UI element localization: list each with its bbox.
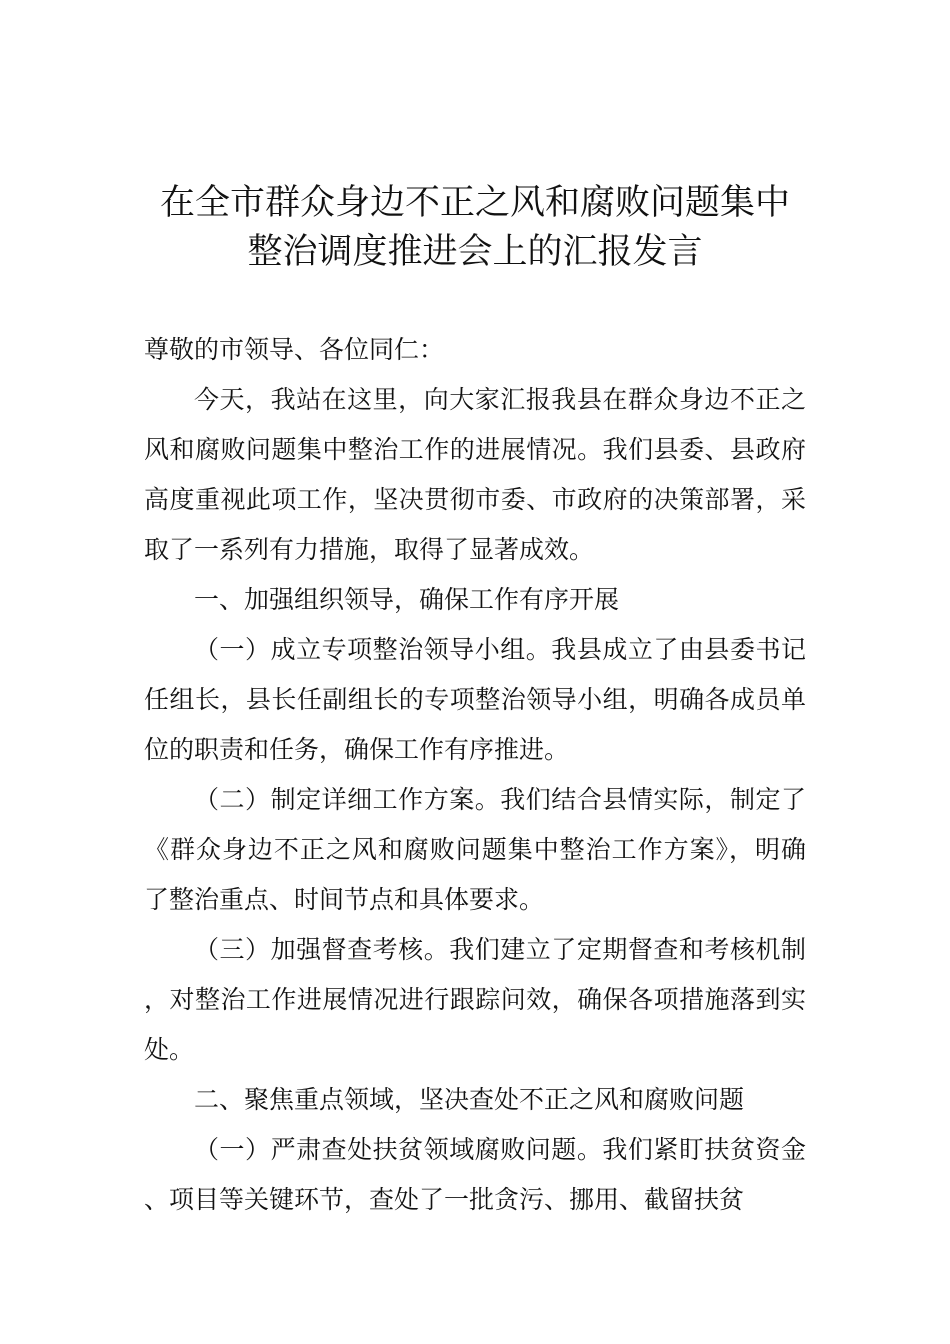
document-title-line-2: 整治调度推进会上的汇报发言 xyxy=(247,232,703,272)
document-title-line-1: 在全市群众身边不正之风和腐败问题集中 xyxy=(159,183,790,223)
document-body xyxy=(144,325,806,1225)
section-2-heading: 二、聚焦重点领域，坚决查处不正之风和腐败问题 xyxy=(194,1085,745,1114)
section-1-item-3: （三）加强督查考核。我们建立了定期督查和考核机制，对整治工作进展情况进行跟踪问效，确保各项措施落到实处。 xyxy=(144,935,806,1064)
section-1-item-2: （二）制定详细工作方案。我们结合县情实际，制定了《群众身边不正之风和腐败问题集中整治工作方案》，明确了整治重点、时间节点和具体要求。 xyxy=(144,785,806,914)
section-1-item-1: （一）成立专项整治领导小组。我县成立了由县委书记任组长，县长任副组长的专项整治领导小组，明确各成员单位的职责和任务，确保工作有序推进。 xyxy=(144,635,806,764)
section-2-item-1: （一）严肃查处扶贫领域腐败问题。我们紧盯扶贫资金、项目等关键环节，查处了一批贪污、挪用、截留扶贫 xyxy=(144,1135,806,1214)
section-1-heading: 一、加强组织领导，确保工作有序开展 xyxy=(194,585,620,614)
salutation: 尊敬的市领导、各位同仁： xyxy=(144,335,445,364)
intro-paragraph: 今天，我站在这里，向大家汇报我县在群众身边不正之风和腐败问题集中整治工作的进展情况。我们县委、县政府高度重视此项工作，坚决贯彻市委、市政府的决策部署，采取了一系列有力措施，取得了显著成效。 xyxy=(144,385,806,564)
